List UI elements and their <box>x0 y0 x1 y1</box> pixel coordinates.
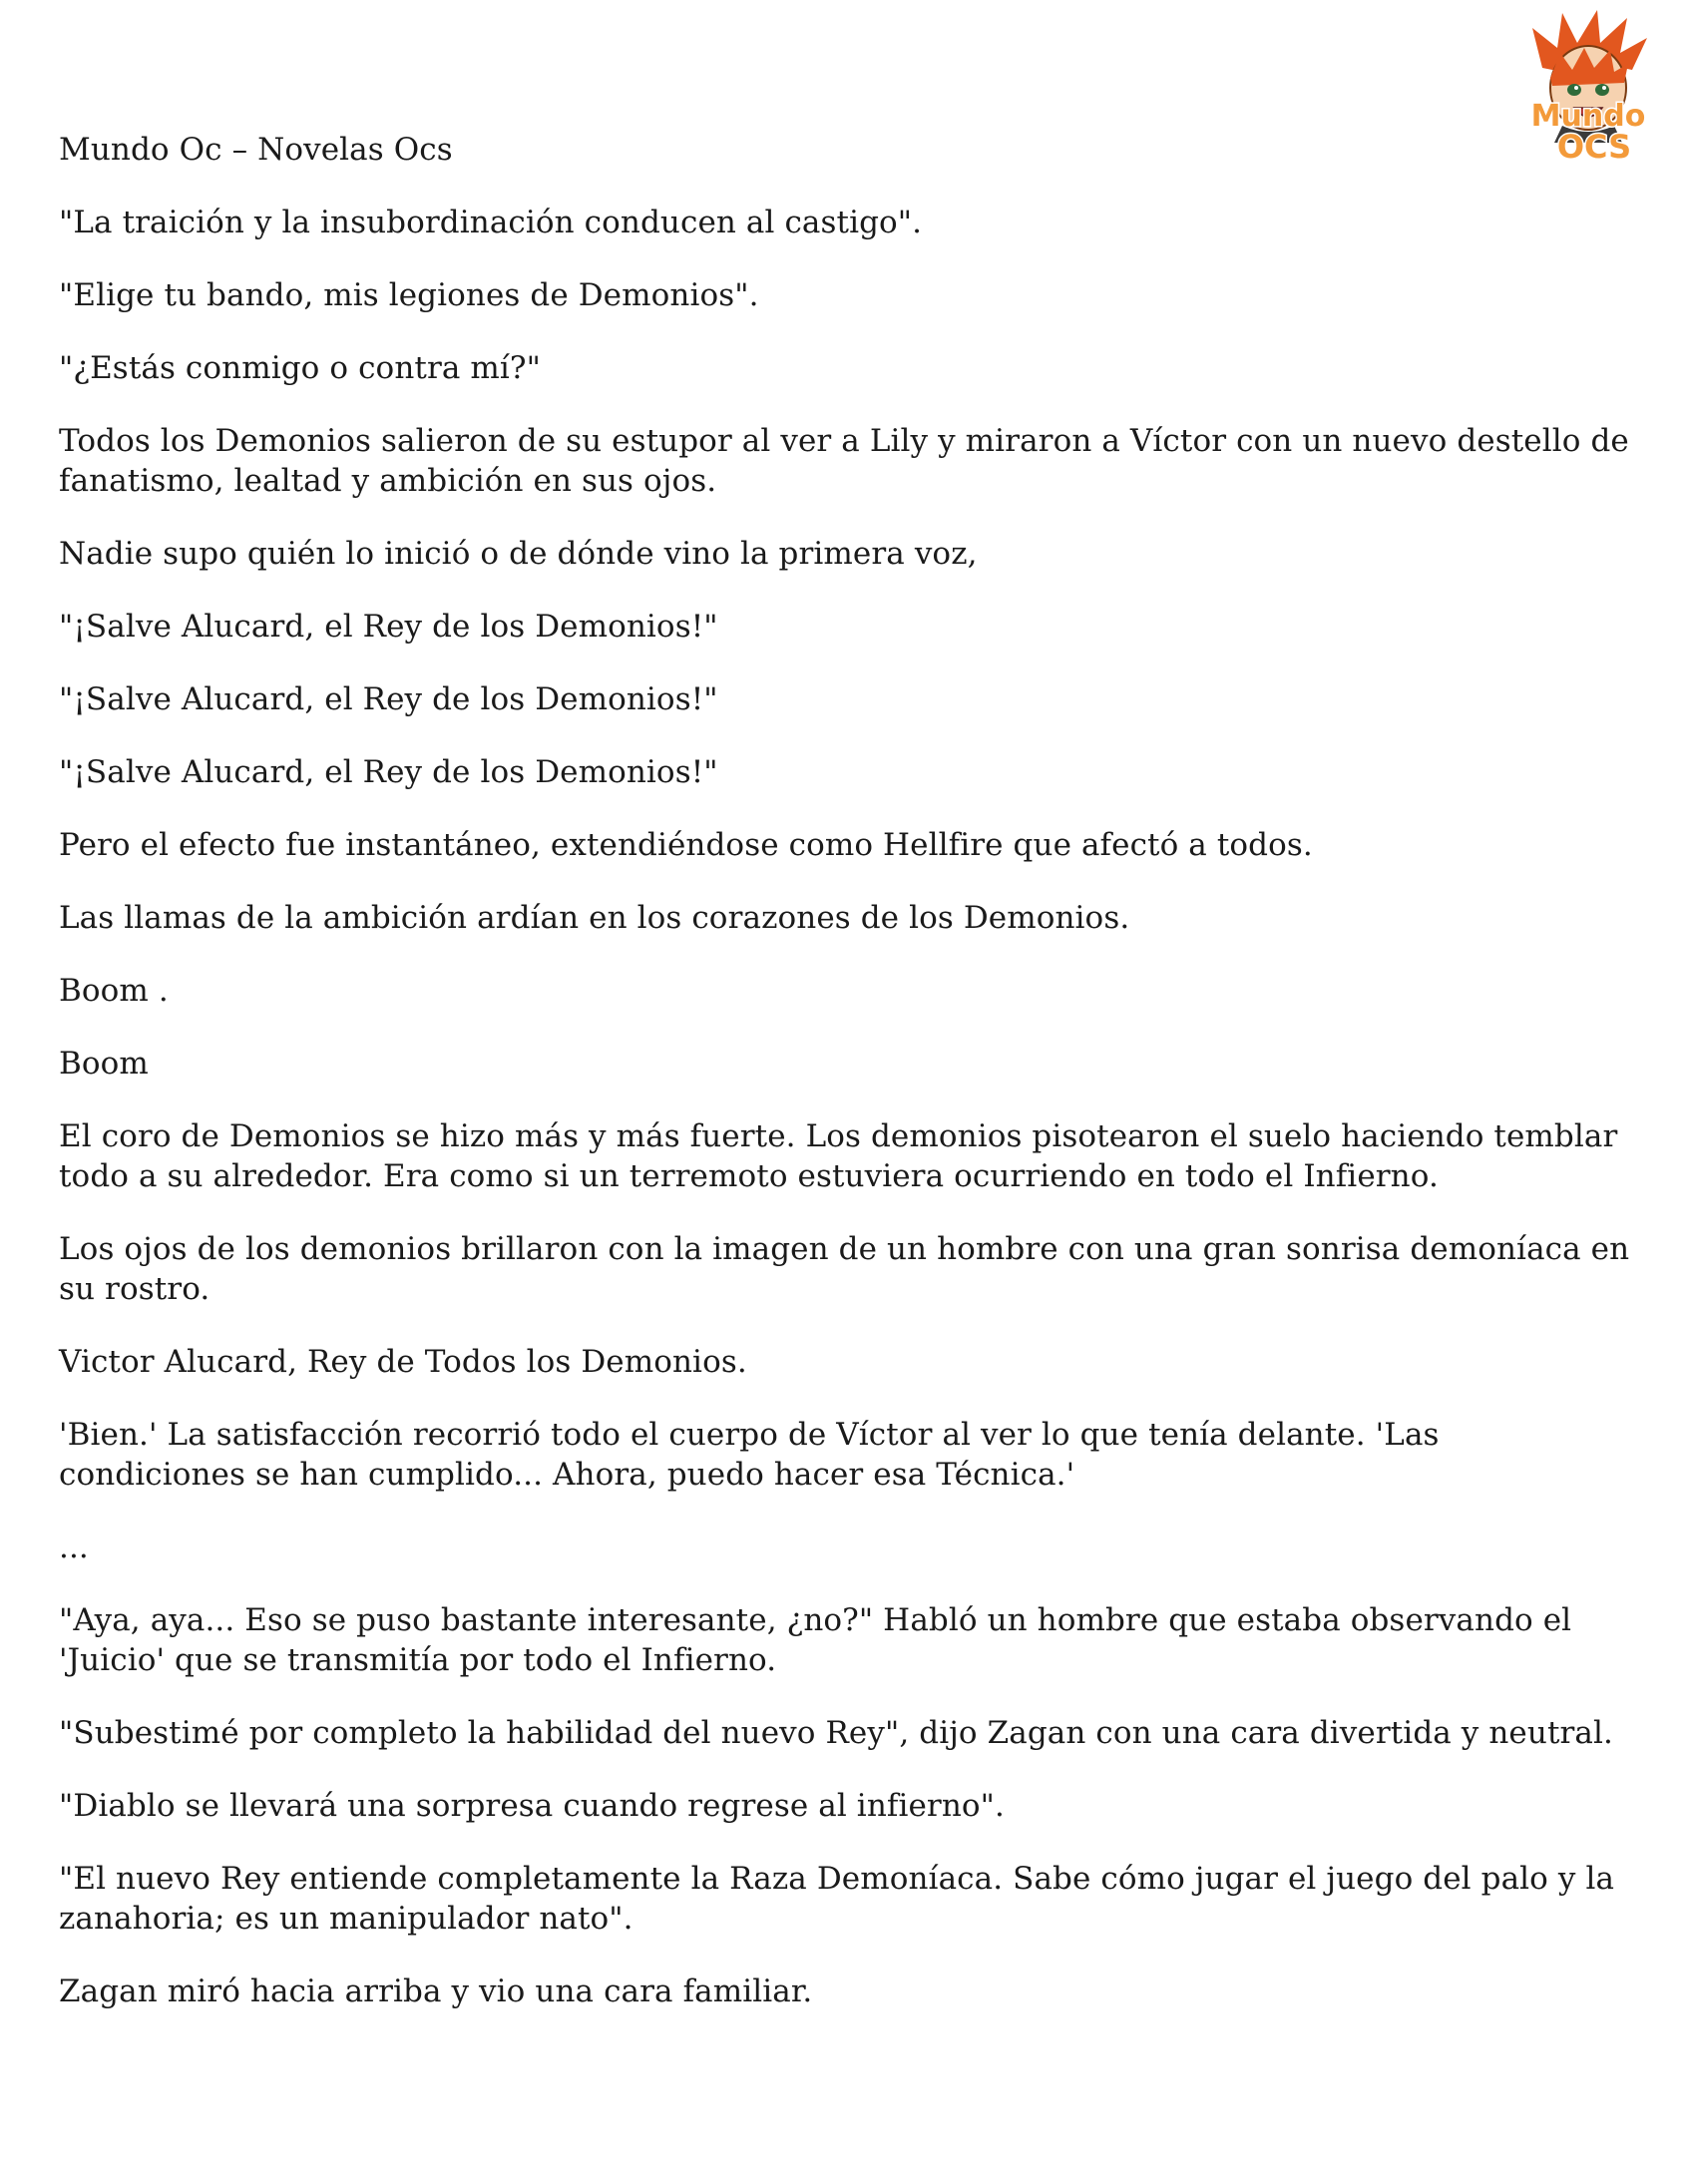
paragraph: Las llamas de la ambición ardían en los corazones de los Demonios. <box>59 900 1130 936</box>
paragraph-list <box>59 203 1635 2011</box>
logo-text-line1: Mundo <box>1530 99 1646 134</box>
logo-text-line2: OCS <box>1556 128 1632 166</box>
paragraph: Boom <box>59 1046 149 1082</box>
paragraph: Pero el efecto fue instantáneo, extendiéndose como Hellfire que afectó a todos. <box>59 827 1313 863</box>
paragraph: Todos los Demonios salieron de su estupor al ver a Lily y miraron a Víctor con un nuevo destello de fanatismo, lealtad y ambición en sus ojos. <box>59 423 1629 499</box>
paragraph: "El nuevo Rey entiende completamente la Raza Demoníaca. Sabe cómo jugar el juego del palo y la zanahoria; es un manipulador nato". <box>59 1861 1615 1937</box>
paragraph: Los ojos de los demonios brillaron con la imagen de un hombre con una gran sonrisa demoníaca en su rostro. <box>59 1231 1630 1307</box>
paragraph: ... <box>59 1529 89 1565</box>
paragraph: "Aya, aya... Eso se puso bastante interesante, ¿no?" Habló un hombre que estaba observando el 'Juicio' que se transmitía por todo el Infierno. <box>59 1602 1572 1678</box>
paragraph: Zagan miró hacia arriba y vio una cara familiar. <box>59 1973 813 2009</box>
document-page <box>59 130 1635 2044</box>
paragraph: "¡Salve Alucard, el Rey de los Demonios!" <box>59 754 718 790</box>
paragraph: Victor Alucard, Rey de Todos los Demonios. <box>59 1344 747 1380</box>
paragraph: "¡Salve Alucard, el Rey de los Demonios!" <box>59 681 718 717</box>
paragraph: "Subestimé por completo la habilidad del nuevo Rey", dijo Zagan con una cara divertida y neutral. <box>59 1715 1613 1751</box>
paragraph: "¡Salve Alucard, el Rey de los Demonios!" <box>59 609 718 645</box>
paragraph: "Diablo se llevará una sorpresa cuando regrese al infierno". <box>59 1788 1005 1824</box>
paragraph: "La traición y la insubordinación conducen al castigo". <box>59 205 923 240</box>
paragraph: "¿Estás conmigo o contra mí?" <box>59 350 541 386</box>
document-header: Mundo Oc – Novelas Ocs <box>59 132 453 168</box>
paragraph: Boom . <box>59 973 169 1009</box>
paragraph: "Elige tu bando, mis legiones de Demonios". <box>59 277 759 313</box>
paragraph: 'Bien.' La satisfacción recorrió todo el cuerpo de Víctor al ver lo que tenía delante. 'Las condiciones se han cumplido... Ahora, puedo hacer esa Técnica.' <box>59 1417 1440 1493</box>
paragraph: Nadie supo quién lo inició o de dónde vino la primera voz, <box>59 536 978 572</box>
paragraph: El coro de Demonios se hizo más y más fuerte. Los demonios pisotearon el suelo haciendo temblar todo a su alrededor. Era como si un terremoto estuviera ocurriendo en todo el Infierno. <box>59 1118 1618 1194</box>
